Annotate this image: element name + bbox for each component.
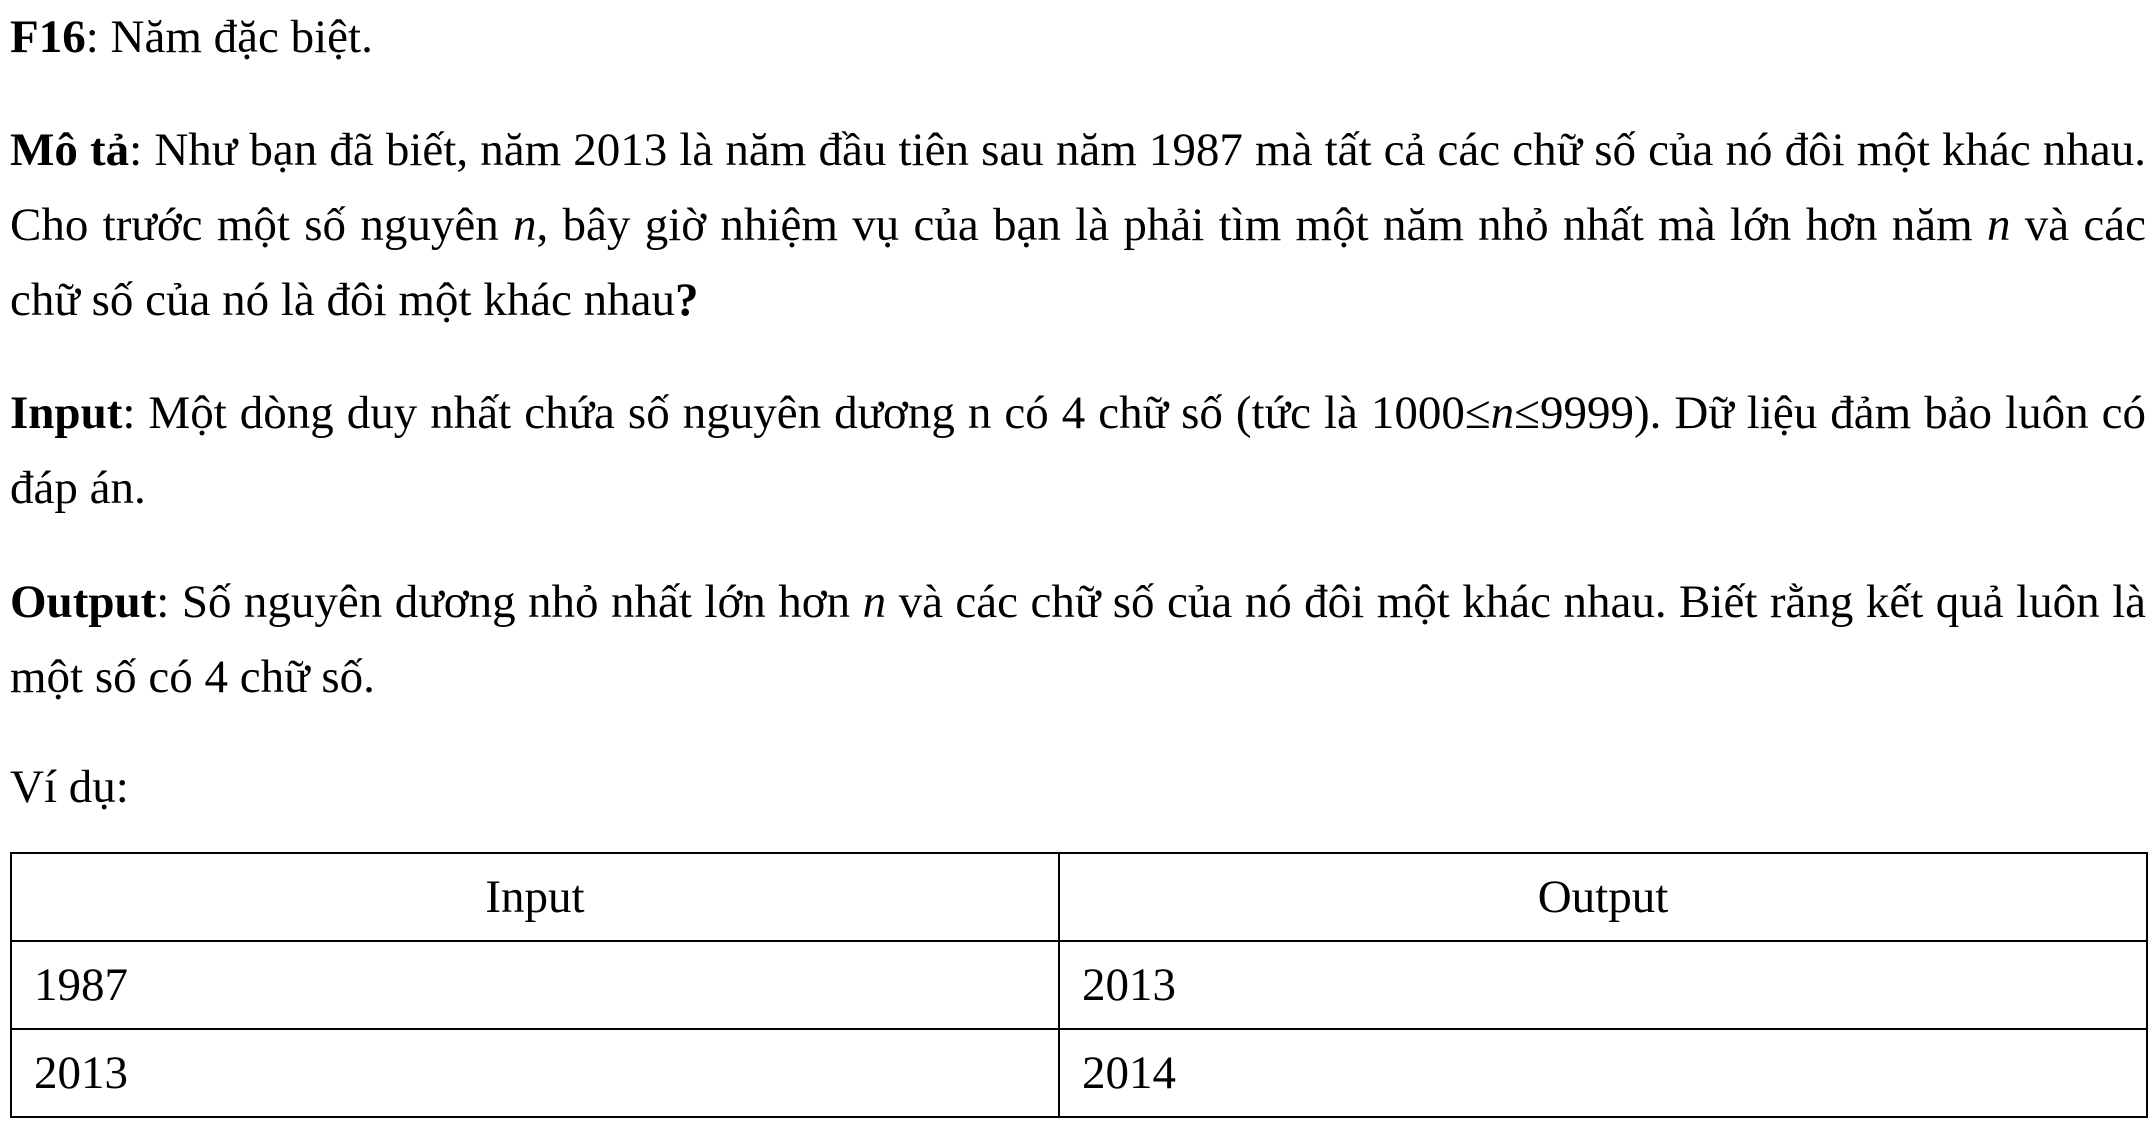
title-separator: : <box>85 11 111 63</box>
description-text-1: Như bạn đã biết, năm 2013 là năm đầu tiên sau năm 1987 mà tất cả các chữ số của nó đôi một khác nhau. Cho trước một số nguyên <box>10 124 2146 251</box>
problem-title <box>10 0 373 75</box>
description-text-3: và các chữ số của nó là đôi một khác nhau <box>10 199 2147 326</box>
table-cell-output: 2013 <box>1059 941 2147 1029</box>
output-separator: : <box>156 576 182 628</box>
input-separator: : <box>122 387 149 439</box>
description-separator: : <box>129 124 155 176</box>
output-label: Output <box>10 576 157 628</box>
description-label: Mô tả <box>10 124 130 176</box>
description-var-n-2: n <box>1986 199 2011 251</box>
output-paragraph <box>10 565 2146 715</box>
input-label: Input <box>10 387 123 439</box>
table-cell-input: 1987 <box>11 941 1059 1029</box>
description-question-mark: ? <box>675 274 699 326</box>
table-row <box>11 1029 2147 1117</box>
input-paragraph <box>10 376 2146 526</box>
description-text-2: , bây giờ nhiệm vụ của bạn là phải tìm một năm nhỏ nhất mà lớn hơn năm <box>536 199 1987 251</box>
output-text-2: và các chữ số của nó đôi một khác nhau. Biết rằng kết quả luôn là một số có 4 chữ số. <box>10 576 2146 703</box>
table-header-row <box>11 853 2147 941</box>
column-header-input: Input <box>11 853 1059 941</box>
table-cell-input: 2013 <box>11 1029 1059 1117</box>
description-var-n-1: n <box>513 199 537 251</box>
problem-code: F16 <box>10 11 86 63</box>
input-var-n: n <box>1490 387 1515 439</box>
output-text-1: Số nguyên dương nhỏ nhất lớn hơn <box>181 576 863 628</box>
description-paragraph <box>10 113 2146 338</box>
problem-name: Năm đặc biệt. <box>110 11 373 63</box>
output-var-n: n <box>862 576 887 628</box>
table-cell-output: 2014 <box>1059 1029 2147 1117</box>
input-text-1: Một dòng duy nhất chứa số nguyên dương n có 4 chữ số (tức là 1000≤ <box>148 387 1491 439</box>
input-text-2: ≤9999). Dữ liệu đảm bảo luôn có đáp án. <box>10 387 2146 514</box>
table-row <box>11 941 2147 1029</box>
example-label: Ví dụ: <box>10 761 129 813</box>
example-table <box>10 852 2148 1118</box>
column-header-output: Output <box>1059 853 2147 941</box>
